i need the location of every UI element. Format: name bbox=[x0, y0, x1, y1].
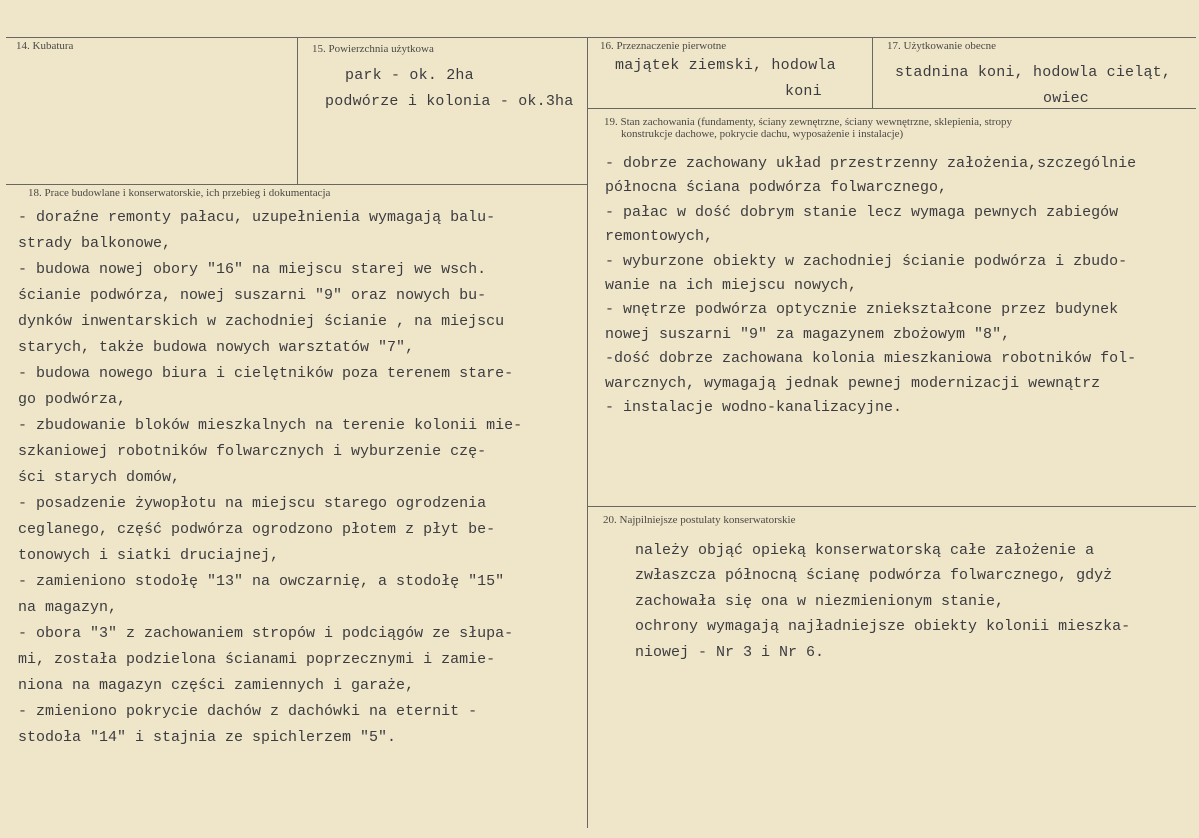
field-18-line: ści starych domów, bbox=[18, 469, 181, 486]
field-19-line: warcznych, wymagają jednak pewnej modernizacji wewnątrz bbox=[605, 374, 1101, 392]
field-14-label: 14. Kubatura bbox=[16, 40, 74, 52]
field-18-line: - zmieniono pokrycie dachów z dachówki na eternit - bbox=[18, 703, 478, 720]
field-18-line: mi, została podzielona ścianami poprzecznymi i zamie- bbox=[18, 651, 496, 668]
field-19-label-line-2: konstrukcje dachowe, pokrycie dachu, wyposażenie i instalacje) bbox=[621, 128, 904, 140]
field-18-line: - zamieniono stodołę "13" na owczarnię, a stodołę "15" bbox=[18, 573, 505, 590]
field-18-line: niona na magazyn części zamiennych i garaże, bbox=[18, 677, 415, 694]
field-19-text bbox=[605, 152, 1136, 420]
field-18-line: strady balkonowe, bbox=[18, 235, 172, 252]
field-18-line: ceglanego, część podwórza ogrodzono płotem z płyt be- bbox=[18, 521, 496, 538]
field-18-line: - budowa nowego biura i cielętników poza terenem stare- bbox=[18, 365, 514, 382]
divider-16-17 bbox=[872, 38, 873, 108]
field-18-line: starych, także budowa nowych warsztatów "7", bbox=[18, 339, 415, 356]
divider-15-16 bbox=[587, 38, 588, 828]
field-16-label: 16. Przeznaczenie pierwotne bbox=[600, 40, 727, 52]
field-19-line: - wyburzone obiekty w zachodniej ścianie podwórza i zbudo- bbox=[605, 252, 1128, 270]
field-17-line-1: stadnina koni, hodowla cieląt, bbox=[895, 64, 1172, 81]
field-19-line: -dość dobrze zachowana kolonia mieszkaniowa robotników fol- bbox=[605, 350, 1137, 368]
field-15-line-2: podwórze i kolonia - ok.3ha bbox=[325, 93, 574, 110]
field-19-line: remontowych, bbox=[605, 228, 714, 246]
field-19-line: - wnętrze podwórza optycznie zniekształcone przez budynek bbox=[605, 301, 1119, 319]
field-19-label-line-1: 19. Stan zachowania (fundamenty, ściany zewnętrzne, ściany wewnętrzne, sklepienia, stropy bbox=[604, 116, 1012, 128]
field-15-label: 15. Powierzchnia użytkowa bbox=[312, 43, 434, 55]
divider-row-15-18 bbox=[6, 184, 587, 185]
field-18-line: - obora "3" z zachowaniem stropów i podciągów ze słupa- bbox=[18, 625, 514, 642]
divider-row-19-20 bbox=[588, 506, 1196, 507]
field-19-line: wanie na ich miejscu nowych, bbox=[605, 276, 858, 294]
field-18-line: tonowych i siatki druciajnej, bbox=[18, 547, 280, 564]
field-18-line: - posadzenie żywopłotu na miejscu starego ogrodzenia bbox=[18, 495, 487, 512]
field-19-line: północna ściana podwórza folwarcznego, bbox=[605, 179, 948, 197]
field-19-line: - pałac w dość dobrym stanie lecz wymaga pewnych zabiegów bbox=[605, 203, 1119, 221]
field-18-line: - budowa nowej obory "16" na miejscu starej we wsch. bbox=[18, 261, 487, 278]
field-16-line-1: majątek ziemski, hodowla bbox=[615, 57, 836, 74]
divider-row-16-19 bbox=[588, 108, 1196, 109]
field-15-line-1: park - ok. 2ha bbox=[345, 67, 474, 84]
field-20-line: niowej - Nr 3 i Nr 6. bbox=[635, 643, 825, 661]
field-18-line: dynków inwentarskich w zachodniej ścianie , na miejscu bbox=[18, 313, 505, 330]
divider-14-15 bbox=[297, 38, 298, 184]
field-17-line-2: owiec bbox=[1043, 90, 1090, 107]
top-border bbox=[6, 37, 1196, 38]
field-20-line: zachowała się ona w niezmienionym stanie, bbox=[635, 592, 1005, 610]
field-20-line: należy objąć opieką konserwatorską całe założenie a bbox=[635, 542, 1095, 559]
field-20-label: 20. Najpilniejsze postulaty konserwatorskie bbox=[603, 514, 796, 526]
field-19-line: nowej suszarni "9" za magazynem zbożowym "8", bbox=[605, 325, 1011, 343]
field-16-line-2: koni bbox=[785, 83, 822, 100]
field-18-line: - doraźne remonty pałacu, uzupełnienia wymagają balu- bbox=[18, 209, 496, 226]
field-18-line: - zbudowanie bloków mieszkalnych na terenie kolonii mie- bbox=[18, 417, 523, 434]
field-18-line: szkaniowej robotników folwarcznych i wyburzenie czę- bbox=[18, 443, 487, 460]
field-18-line: go podwórza, bbox=[18, 391, 127, 408]
field-18-line: ścianie podwórza, nowej suszarni "9" oraz nowych bu- bbox=[18, 287, 487, 304]
field-18-text bbox=[18, 205, 522, 751]
field-20-text bbox=[635, 538, 1130, 665]
field-19-line: - instalacje wodno-kanalizacyjne. bbox=[605, 398, 903, 416]
field-20-line: ochrony wymagają najładniejsze obiekty kolonii mieszka- bbox=[635, 618, 1131, 636]
field-18-label: 18. Prace budowlane i konserwatorskie, ich przebieg i dokumentacja bbox=[28, 187, 331, 199]
field-18-line: stodoła "14" i stajnia ze spichlerzem "5". bbox=[18, 729, 397, 746]
field-19-line: - dobrze zachowany układ przestrzenny założenia,szczególnie bbox=[605, 155, 1137, 172]
field-20-line: zwłaszcza północną ścianę podwórza folwarcznego, gdyż bbox=[635, 567, 1113, 585]
field-18-line: na magazyn, bbox=[18, 599, 118, 616]
field-17-label: 17. Użytkowanie obecne bbox=[887, 40, 997, 52]
